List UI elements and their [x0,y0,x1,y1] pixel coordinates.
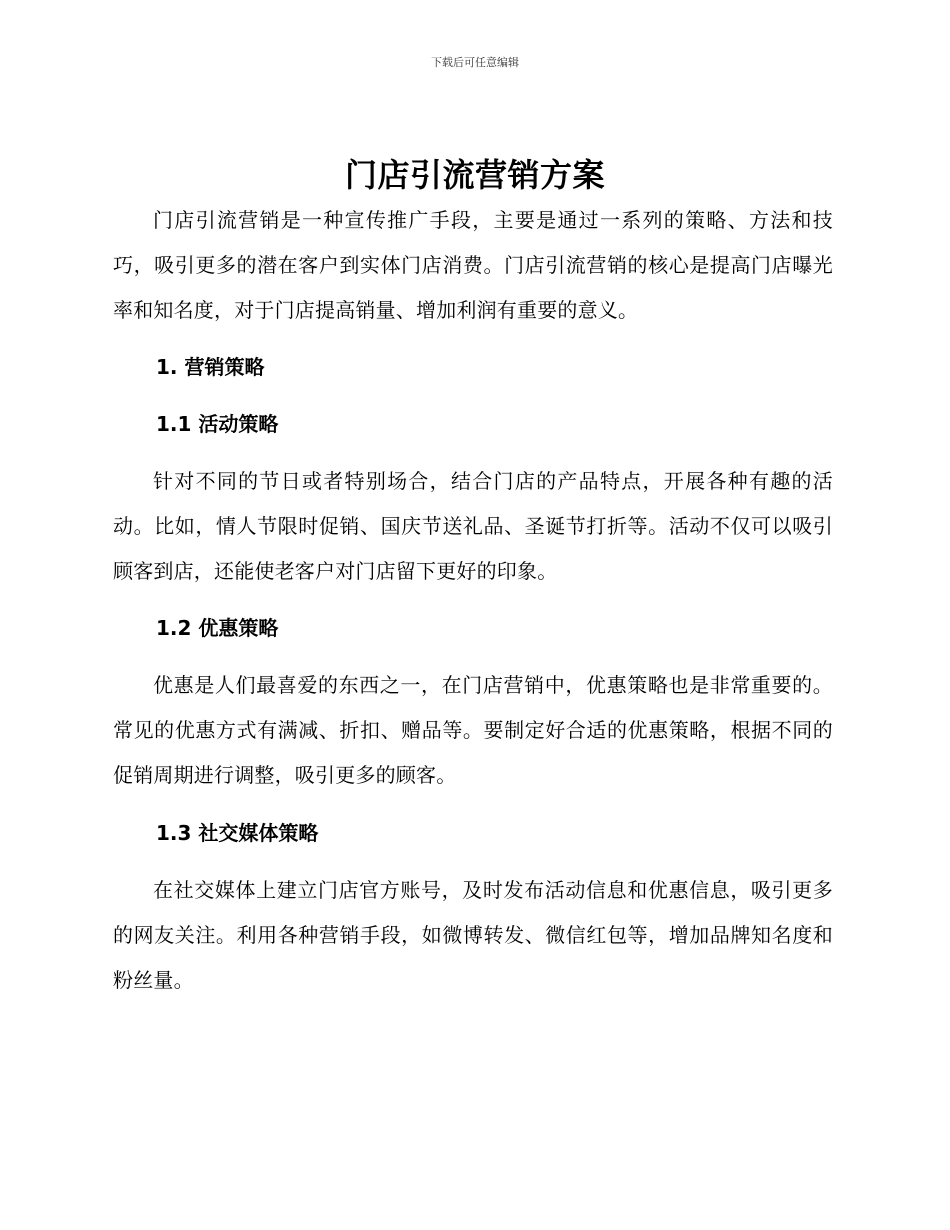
header-note: 下载后可任意编辑 [431,56,519,69]
document-body [113,198,833,1003]
intro-paragraph: 门店引流营销是一种宣传推广手段，主要是通过一系列的策略、方法和技巧，吸引更多的潜在客户到实体门店消费。门店引流营销的核心是提高门店曝光率和知名度，对于门店提高销量、增加利润有重要的意义。 [113,208,833,322]
section-heading-social-media-strategy: 1.3 社交媒体策略 [156,821,319,845]
discount-strategy-paragraph: 优惠是人们最喜爱的东西之一，在门店营销中，优惠策略也是非常重要的。常见的优惠方式有满减、折扣、赠品等。要制定好合适的优惠策略，根据不同的促销周期进行调整，吸引更多的顾客。 [113,673,833,787]
social-media-strategy-paragraph: 在社交媒体上建立门店官方账号，及时发布活动信息和优惠信息，吸引更多的网友关注。利用各种营销手段，如微博转发、微信红包等，增加品牌知名度和粉丝量。 [113,878,833,992]
section-heading-discount-strategy: 1.2 优惠策略 [156,616,279,640]
section-heading-marketing-strategy: 1. 营销策略 [156,355,265,379]
document-title: 门店引流营销方案 [344,156,605,194]
activity-strategy-paragraph: 针对不同的节日或者特别场合，结合门店的产品特点，开展各种有趣的活动。比如，情人节限时促销、国庆节送礼品、圣诞节打折等。活动不仅可以吸引顾客到店，还能使老客户对门店留下更好的印象。 [113,469,833,583]
section-heading-activity-strategy: 1.1 活动策略 [156,412,279,436]
